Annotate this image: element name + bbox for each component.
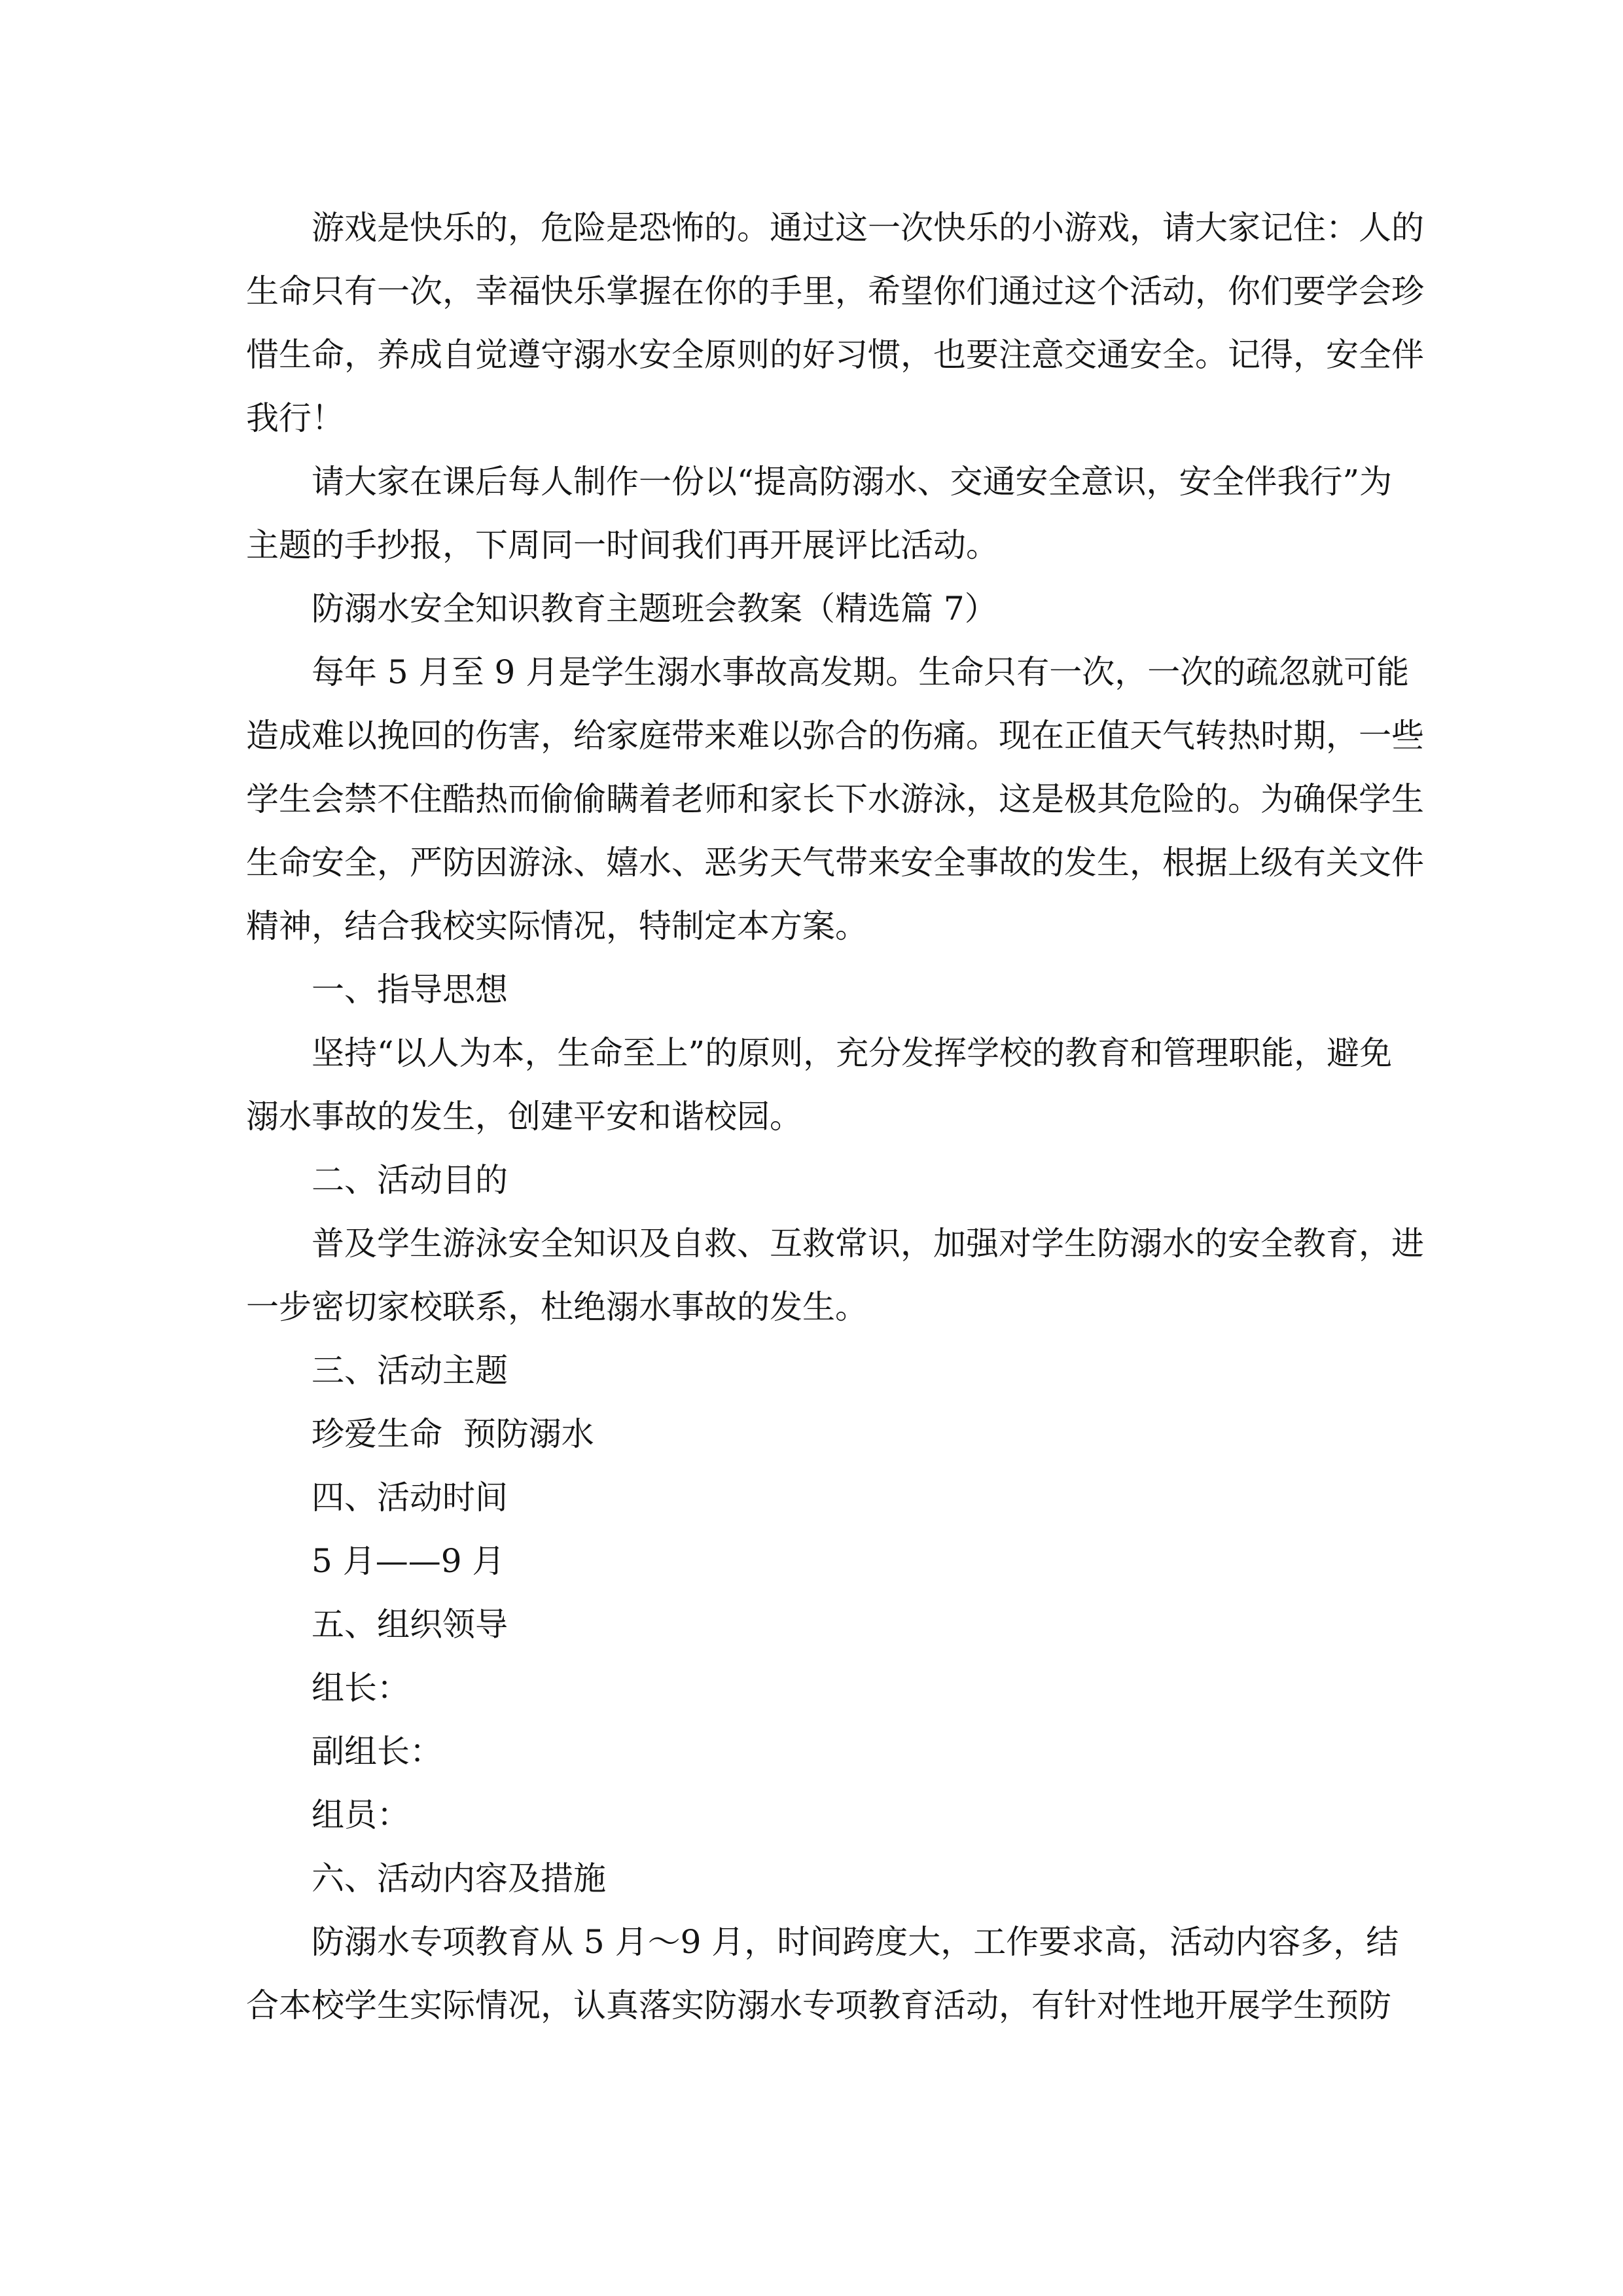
heading-activity-theme: 三、活动主题 [312,1352,508,1390]
paragraph-activity-theme: 珍爱生命 预防溺水 [312,1415,594,1453]
field-group-leader: 组长： [312,1669,410,1707]
heading-guiding-ideology: 一、指导思想 [312,971,508,1009]
paragraph-activity-purpose: 普及学生游泳安全知识及自救、互救常识，加强对学生防溺水的安全教育，进一步密切家校联系，杜绝溺水事故的发生。 [246,1225,1424,1326]
heading-organization: 五、组织领导 [312,1605,508,1643]
paragraph-activity-time: 5 月——9 月 [312,1542,505,1580]
heading-activity-content: 六、活动内容及措施 [312,1859,606,1897]
field-members: 组员： [312,1796,410,1834]
paragraph-homework: 请大家在课后每人制作一份以“提高防溺水、交通安全意识，安全伴我行”为主题的手抄报，下周同一时间我们再开展评比活动。 [246,463,1393,564]
paragraph-guiding-ideology: 坚持“以人为本，生命至上”的原则，充分发挥学校的教育和管理职能，避免溺水事故的发生，创建平安和谐校园。 [246,1034,1393,1136]
field-deputy-leader: 副组长： [312,1732,442,1770]
document-body [246,196,1424,2037]
paragraph-introduction: 每年 5 月至 9 月是学生溺水事故高发期。生命只有一次，一次的疏忽就可能造成难以挽回的伤害，给家庭带来难以弥合的伤痛。现在正值天气转热时期，一些学生会禁不住酷热而偷偷瞒着老师和家长下水游泳，这是极其危险的。为确保学生生命安全，严防因游泳、嬉水、恶劣天气带来安全事故的发生，根据上级有关文件精神，结合我校实际情况，特制定本方案。 [246,653,1424,945]
paragraph-game-summary: 游戏是快乐的，危险是恐怖的。通过这一次快乐的小游戏，请大家记住：人的生命只有一次，幸福快乐掌握在你的手里，希望你们通过这个活动，你们要学会珍惜生命，养成自觉遵守溺水安全原则的好习惯，也要注意交通安全。记得，安全伴我行！ [246,209,1424,437]
heading-activity-purpose: 二、活动目的 [312,1161,508,1199]
heading-activity-time: 四、活动时间 [312,1479,508,1516]
paragraph-activity-content: 防溺水专项教育从 5 月～9 月，时间跨度大，工作要求高，活动内容多，结合本校学生实际情况，认真落实防溺水专项教育活动，有针对性地开展学生预防 [246,1923,1399,2024]
section-title: 防溺水安全知识教育主题班会教案（精选篇 7） [312,590,997,628]
